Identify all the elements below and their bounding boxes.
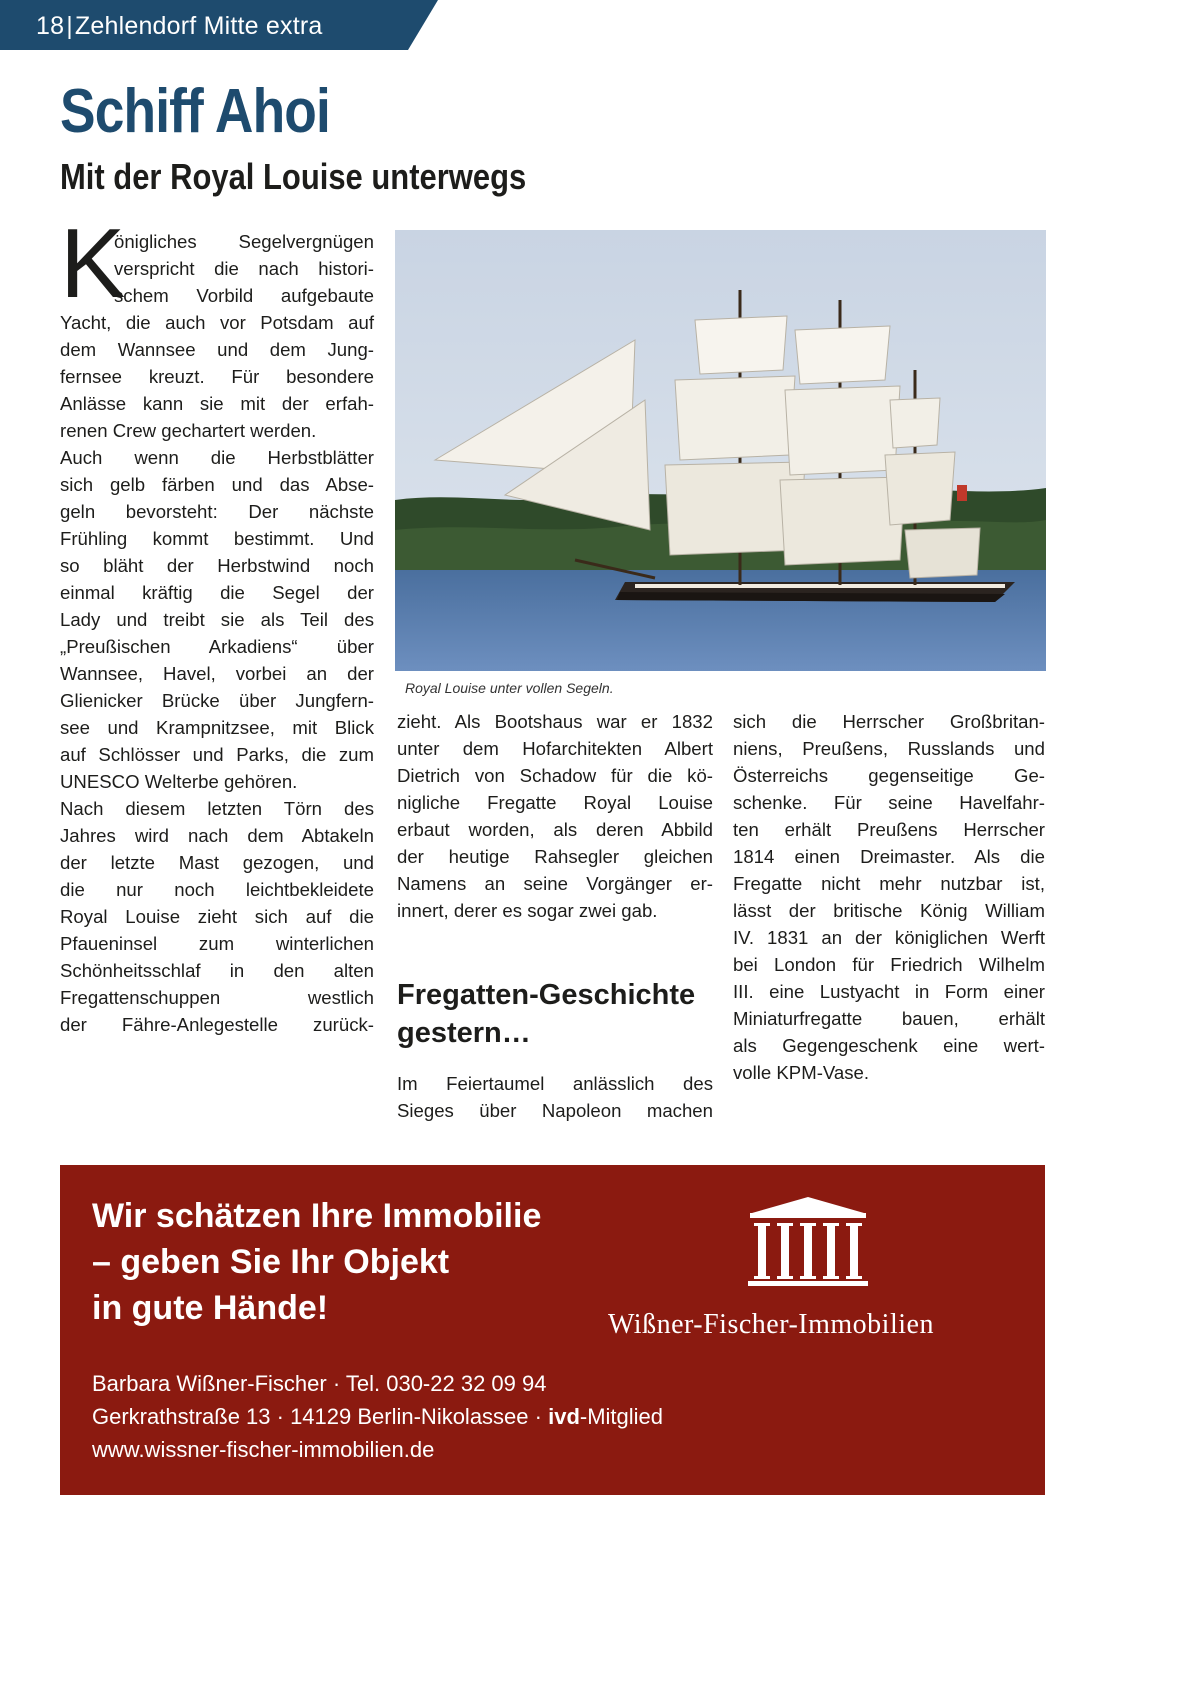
drop-cap: K	[60, 208, 126, 318]
text-line: Yacht, die auch vor Potsdam auf	[60, 312, 374, 333]
text-line: niens, Preußens, Russlands und	[733, 738, 1045, 759]
text-line: Auch wenn die Herbstblätter	[60, 447, 374, 468]
text-line: sich die Herrscher Großbritan-	[733, 711, 1045, 732]
text-line: schem Vorbild aufgebaute	[114, 285, 374, 306]
text-line: UNESCO Welterbe gehören.	[60, 771, 298, 792]
text-line: Glienicker Brücke über Jungfern-	[60, 690, 374, 711]
text-line: als Gegengeschenk eine wert-	[733, 1035, 1045, 1056]
header-separator: |	[66, 12, 73, 40]
text-line: bei London für Friedrich Wilhelm	[733, 954, 1045, 975]
text-line: der Fähre-Anlegestelle zurück-	[60, 1014, 374, 1035]
text-line: Namens an seine Vorgänger er-	[397, 873, 713, 894]
text-line: Sieges über Napoleon machen	[397, 1100, 713, 1121]
text-line: fernsee kreuzt. Für besondere	[60, 366, 374, 387]
photo-caption: Royal Louise unter vollen Segeln.	[405, 680, 614, 696]
article-column-2-continued	[397, 1070, 713, 1124]
article-column-2	[397, 708, 713, 924]
brand-name: Wißner-Fischer-Immobilien	[608, 1309, 934, 1340]
text-line: „Preußischen Arkadiens“ über	[60, 636, 374, 657]
article-column-1	[60, 228, 374, 1038]
text-line: volle KPM-Vase.	[733, 1062, 870, 1083]
text-line: ten erhält Preußens Herrscher	[733, 819, 1045, 840]
text-line: 1814 einen Dreimaster. Als die	[733, 846, 1045, 867]
text-line: einmal kräftig die Segel der	[60, 582, 374, 603]
text-line: IV. 1831 an der königlichen Werft	[733, 927, 1045, 948]
ship-photo	[395, 230, 1046, 671]
ad-headline-line: – geben Sie Ihr Objekt	[92, 1243, 450, 1281]
text-line: nigliche Fregatte Royal Louise	[397, 792, 713, 813]
article-subtitle: Mit der Royal Louise unterwegs	[60, 156, 527, 197]
text-line: dem Wannsee und dem Jung-	[60, 339, 374, 360]
section-header-tab	[0, 0, 440, 50]
ivd-logo-text: ivd	[548, 1404, 580, 1429]
contact-address	[92, 1400, 663, 1433]
page-number: 18	[36, 12, 65, 40]
article-title: Schiff Ahoi	[60, 77, 330, 146]
text-line: Fregattenschuppen westlich	[60, 987, 374, 1008]
text-line: Dietrich von Schadow für die kö-	[397, 765, 713, 786]
text-line: der letzte Mast gezogen, und	[60, 852, 374, 873]
text-line: renen Crew gechartert werden.	[60, 420, 317, 441]
text-line: unter dem Hofarchitekten Albert	[397, 738, 713, 759]
text-line: die nur noch leichtbekleidete	[60, 879, 374, 900]
ivd-member-text: -Mitglied	[579, 1404, 664, 1429]
website-link[interactable]: www.wissner-fischer-immobilien.de	[92, 1437, 435, 1462]
text-line: Nach diesem letzten Törn des	[60, 798, 374, 819]
text-line: sich gelb färben und das Abse-	[60, 474, 374, 495]
text-line: Pfaueninsel zum winterlichen	[60, 933, 374, 954]
ad-headline-line: in gute Hände!	[92, 1289, 329, 1327]
temple-columns-icon	[746, 1195, 870, 1296]
text-line: Royal Louise zieht sich auf die	[60, 906, 374, 927]
text-line: verspricht die nach histori-	[114, 258, 374, 279]
section-name: Zehlendorf Mitte extra	[74, 12, 323, 40]
text-line: auf Schlösser und Parks, die zum	[60, 744, 374, 765]
ad-headline	[92, 1193, 541, 1331]
text-line: Lady und treibt sie als Teil des	[60, 609, 374, 630]
section-subheading: Fregatten-Geschichte gestern…	[397, 979, 696, 1049]
text-line: zieht. Als Bootshaus war er 1832	[397, 711, 713, 732]
header-text	[36, 12, 323, 41]
ad-contact	[92, 1367, 663, 1466]
text-line: Anlässe kann sie mit der erfah-	[60, 393, 374, 414]
text-line: erbaut worden, als deren Abbild	[397, 819, 713, 840]
ad-headline-line: Wir schätzen Ihre Immobilie	[92, 1197, 542, 1235]
text-line: geln bevorsteht: Der nächste	[60, 501, 374, 522]
real-estate-ad	[60, 1165, 1045, 1495]
text-line: Wannsee, Havel, vorbei an der	[60, 663, 374, 684]
text-line: schenke. Für seine Havelfahr-	[733, 792, 1045, 813]
text-line: Jahres wird nach dem Abtakeln	[60, 825, 374, 846]
article-column-3	[733, 708, 1045, 1086]
text-line: önigliches Segelvergnügen	[114, 231, 374, 252]
text-line: innert, derer es sogar zwei gab.	[397, 900, 658, 921]
text-line: Schönheitsschlaf in den alten	[60, 960, 374, 981]
text-line: der heutige Rahsegler gleichen	[397, 846, 713, 867]
text-line: III. eine Lustyacht in Form einer	[733, 981, 1045, 1002]
contact-name-phone: Barbara Wißner-Fischer · Tel. 030-22 32 09 94	[92, 1371, 547, 1396]
text-line: lässt der britische König William	[733, 900, 1045, 921]
text-line: Miniaturfregatte bauen, erhält	[733, 1008, 1045, 1029]
text-line: Fregatte nicht mehr nutzbar ist,	[733, 873, 1045, 894]
text-line: Frühling kommt bestimmt. Und	[60, 528, 374, 549]
text-line: Österreichs gegenseitige Ge-	[733, 765, 1045, 786]
address-text: Gerkrathstraße 13 · 14129 Berlin-Nikolassee ·	[92, 1404, 549, 1429]
text-line: Im Feiertaumel anlässlich des	[397, 1073, 713, 1094]
text-line: see und Krampnitzsee, mit Blick	[60, 717, 374, 738]
text-line: so bläht der Herbstwind noch	[60, 555, 374, 576]
